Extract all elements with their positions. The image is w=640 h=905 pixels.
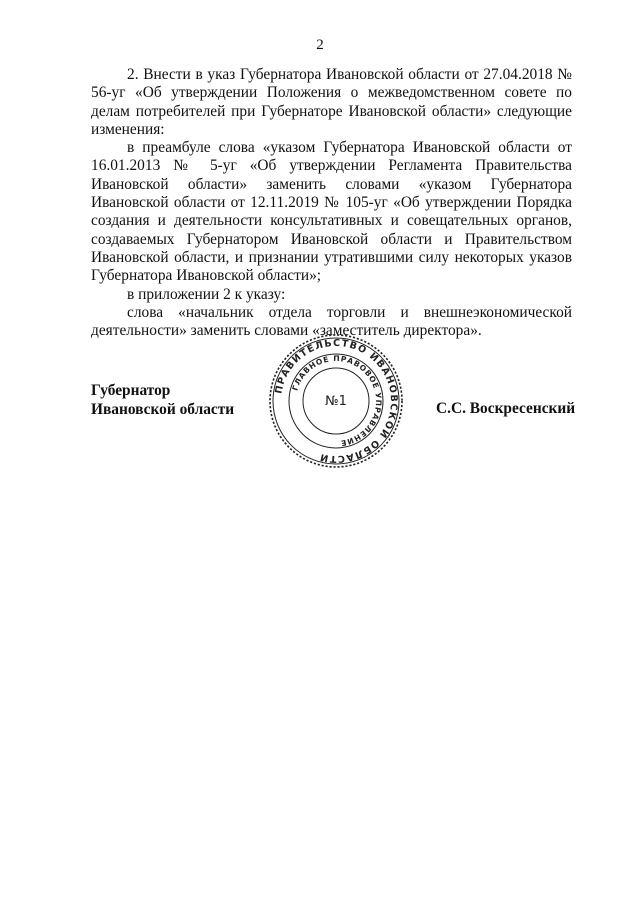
signature-title-line1: Губернатор xyxy=(91,382,171,399)
signature-title-line2: Ивановской области xyxy=(91,401,235,418)
seal-number: №1 xyxy=(325,394,347,409)
official-seal xyxy=(268,333,404,469)
signature-title xyxy=(91,381,234,419)
seal-inner-text: ГЛАВНОЕ ПРАВОВОЕ УПРАВЛЕНИЕ xyxy=(290,353,384,448)
page-number: 2 xyxy=(316,37,324,53)
paragraph-words-replace: слова «начальник отдела торговли и внешнеэкономической деятельности» заменить словами «заместитель директора». xyxy=(91,303,572,340)
seal-outer-text: ПРАВИТЕЛЬСТВО ИВАНОВСКОЙ ОБЛАСТИ xyxy=(273,337,400,465)
paragraph-amendment-intro: 2. Внести в указ Губернатора Ивановской области от 27.04.2018 № 56-уг «Об утверждении Положения о межведомственном совете по делам потребителей при Губернаторе Ивановской области» следующие изменения: xyxy=(91,66,572,138)
paragraph-appendix-ref: в приложении 2 к указу: xyxy=(127,285,286,303)
paragraph-preamble-change: в преамбуле слова «указом Губернатора Ивановской области от 16.01.2013 № 5-уг «Об утверждении Регламента Правительства Ивановской области» заменить словами «указом Губернатора Ивановской области от 12.11.2019 № 105-уг «Об утверждении Порядка создания и деятельности консультативных и совещательных органов, создаваемых Губернатором Ивановской области и Правительством Ивановской области, и признании утратившими силу некоторых указов Губернатора Ивановской области»; xyxy=(91,139,572,285)
signature-name: С.С. Воскресенский xyxy=(436,400,576,417)
document-body xyxy=(91,66,572,340)
